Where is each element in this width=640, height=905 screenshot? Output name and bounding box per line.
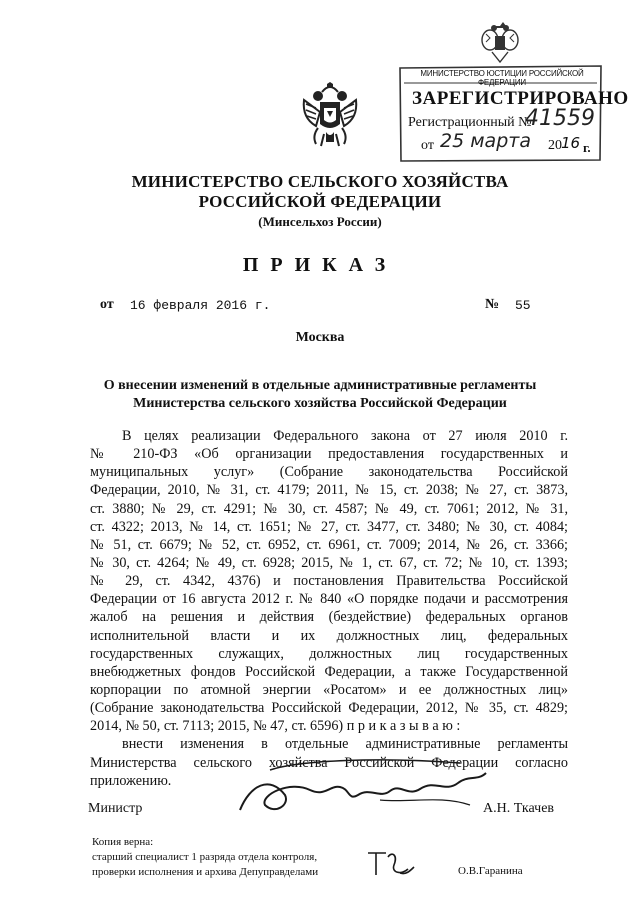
body-line: В целях реализации Федерального закона от 27 июля 2010 г. bbox=[122, 428, 568, 444]
signature-position: Министр bbox=[88, 801, 143, 816]
stamp-emblem-icon bbox=[480, 20, 520, 66]
order-title-line2: Министерства сельского хозяйства Российской Федерации bbox=[133, 396, 507, 411]
body-line: Федерации от 16 августа 2012 г. № 840 «О порядке подачи и рассмотрения bbox=[90, 591, 568, 608]
body-line: Федерации, 2010, № 31, ст. 4179; 2011, № 15, ст. 2038; № 27, ст. 3873, bbox=[90, 482, 568, 499]
copy-certified-label: Копия верна: bbox=[92, 836, 154, 848]
certifier-signature bbox=[360, 845, 420, 885]
stamp-year-suffix: г. bbox=[583, 140, 591, 155]
ministry-short-name: (Минсельхоз России) bbox=[258, 214, 382, 229]
body-line: приложению. bbox=[90, 772, 172, 789]
body-line: муниципальных услуг» (Собрание законодательства Российской bbox=[90, 464, 568, 481]
order-date: 16 февраля 2016 г. bbox=[130, 298, 271, 313]
order-body bbox=[90, 427, 568, 790]
copy-certifier-name: О.В.Гаранина bbox=[458, 865, 523, 877]
stamp-reg-number-label: Регистрационный № bbox=[408, 115, 532, 130]
body-line: внести изменения в отдельные административные регламенты bbox=[122, 736, 568, 753]
body-line: корпорации по атомной энергии «Росатом» и ее должностных лиц» bbox=[90, 681, 568, 698]
order-title-line1: О внесении изменений в отдельные административные регламенты bbox=[103, 378, 537, 393]
body-line: исполнительной власти и их должностных лиц, федеральных bbox=[90, 627, 568, 644]
stamp-reg-number: 41559 bbox=[525, 106, 595, 131]
stamp-ministry: МИНИСТЕРСТВО ЮСТИЦИИ РОССИЙСКОЙ ФЕДЕРАЦИИ bbox=[420, 69, 584, 87]
copy-certifier-title-line2: проверки исполнения и архива Депуправделами bbox=[92, 866, 319, 878]
date-label: от bbox=[100, 297, 114, 312]
body-line: государственных служащих, должностных лиц государственных bbox=[90, 645, 568, 662]
body-line: жалоб на решения и действия (бездействие) федеральных органов bbox=[90, 609, 568, 626]
body-line: ст. 3880; № 29, ст. 4291; № 30, ст. 4587; № 49, ст. 7061; 2012, № 31, bbox=[90, 500, 568, 517]
body-line: (Собрание законодательства Российской Федерации, 2012, № 35, ст. 4829; bbox=[90, 700, 568, 717]
body-line: № 29, ст. 4342, 4376) и постановления Правительства Российской bbox=[90, 573, 568, 590]
body-line: 2014, № 50, ст. 7113; 2015, № 47, ст. 6596) п р и к а з ы в а ю : bbox=[90, 718, 461, 735]
coat-of-arms-icon bbox=[300, 82, 360, 152]
body-line: № 210-ФЗ «Об организации предоставления государственных и bbox=[90, 446, 568, 463]
stamp-date-label: от bbox=[421, 138, 434, 153]
stamp-registered: ЗАРЕГИСТРИРОВАНО bbox=[412, 88, 629, 109]
minister-signature bbox=[230, 755, 490, 830]
order-number: 55 bbox=[515, 298, 531, 313]
document-type: ПРИКАЗ bbox=[242, 254, 398, 276]
body-line: Министерства сельского хозяйства Российской Федерации согласно bbox=[90, 754, 568, 771]
stamp-year-prefix: 20 bbox=[548, 138, 562, 153]
body-line: ст. 4322; 2013, № 14, ст. 1651; № 27, ст. 3477, ст. 3480; № 30, ст. 4084; bbox=[90, 518, 568, 535]
ministry-name-line1: МИНИСТЕРСТВО СЕЛЬСКОГО ХОЗЯЙСТВА bbox=[131, 172, 509, 191]
copy-certifier-title-line1: старший специалист 1 разряда отдела контроля, bbox=[92, 851, 318, 863]
number-label: № bbox=[485, 297, 500, 312]
city: Москва bbox=[295, 330, 345, 345]
body-line: № 30, ст. 4264; № 49, ст. 6928; 2015, № 1, ст. 67, ст. 72; № 10, ст. 1393; bbox=[90, 554, 568, 571]
ministry-name-line2: РОССИЙСКОЙ ФЕДЕРАЦИИ bbox=[198, 192, 442, 211]
stamp-year-hand: 16 bbox=[561, 134, 581, 152]
stamp-date: 25 марта bbox=[440, 130, 531, 152]
body-line: внебюджетных фондов Российской Федерации, а также Государственной bbox=[90, 663, 568, 680]
body-line: № 51, ст. 6679; № 52, ст. 6952, ст. 6961, ст. 7009; 2014, № 26, ст. 3366; bbox=[90, 536, 568, 553]
signature-name: А.Н. Ткачев bbox=[483, 801, 555, 816]
